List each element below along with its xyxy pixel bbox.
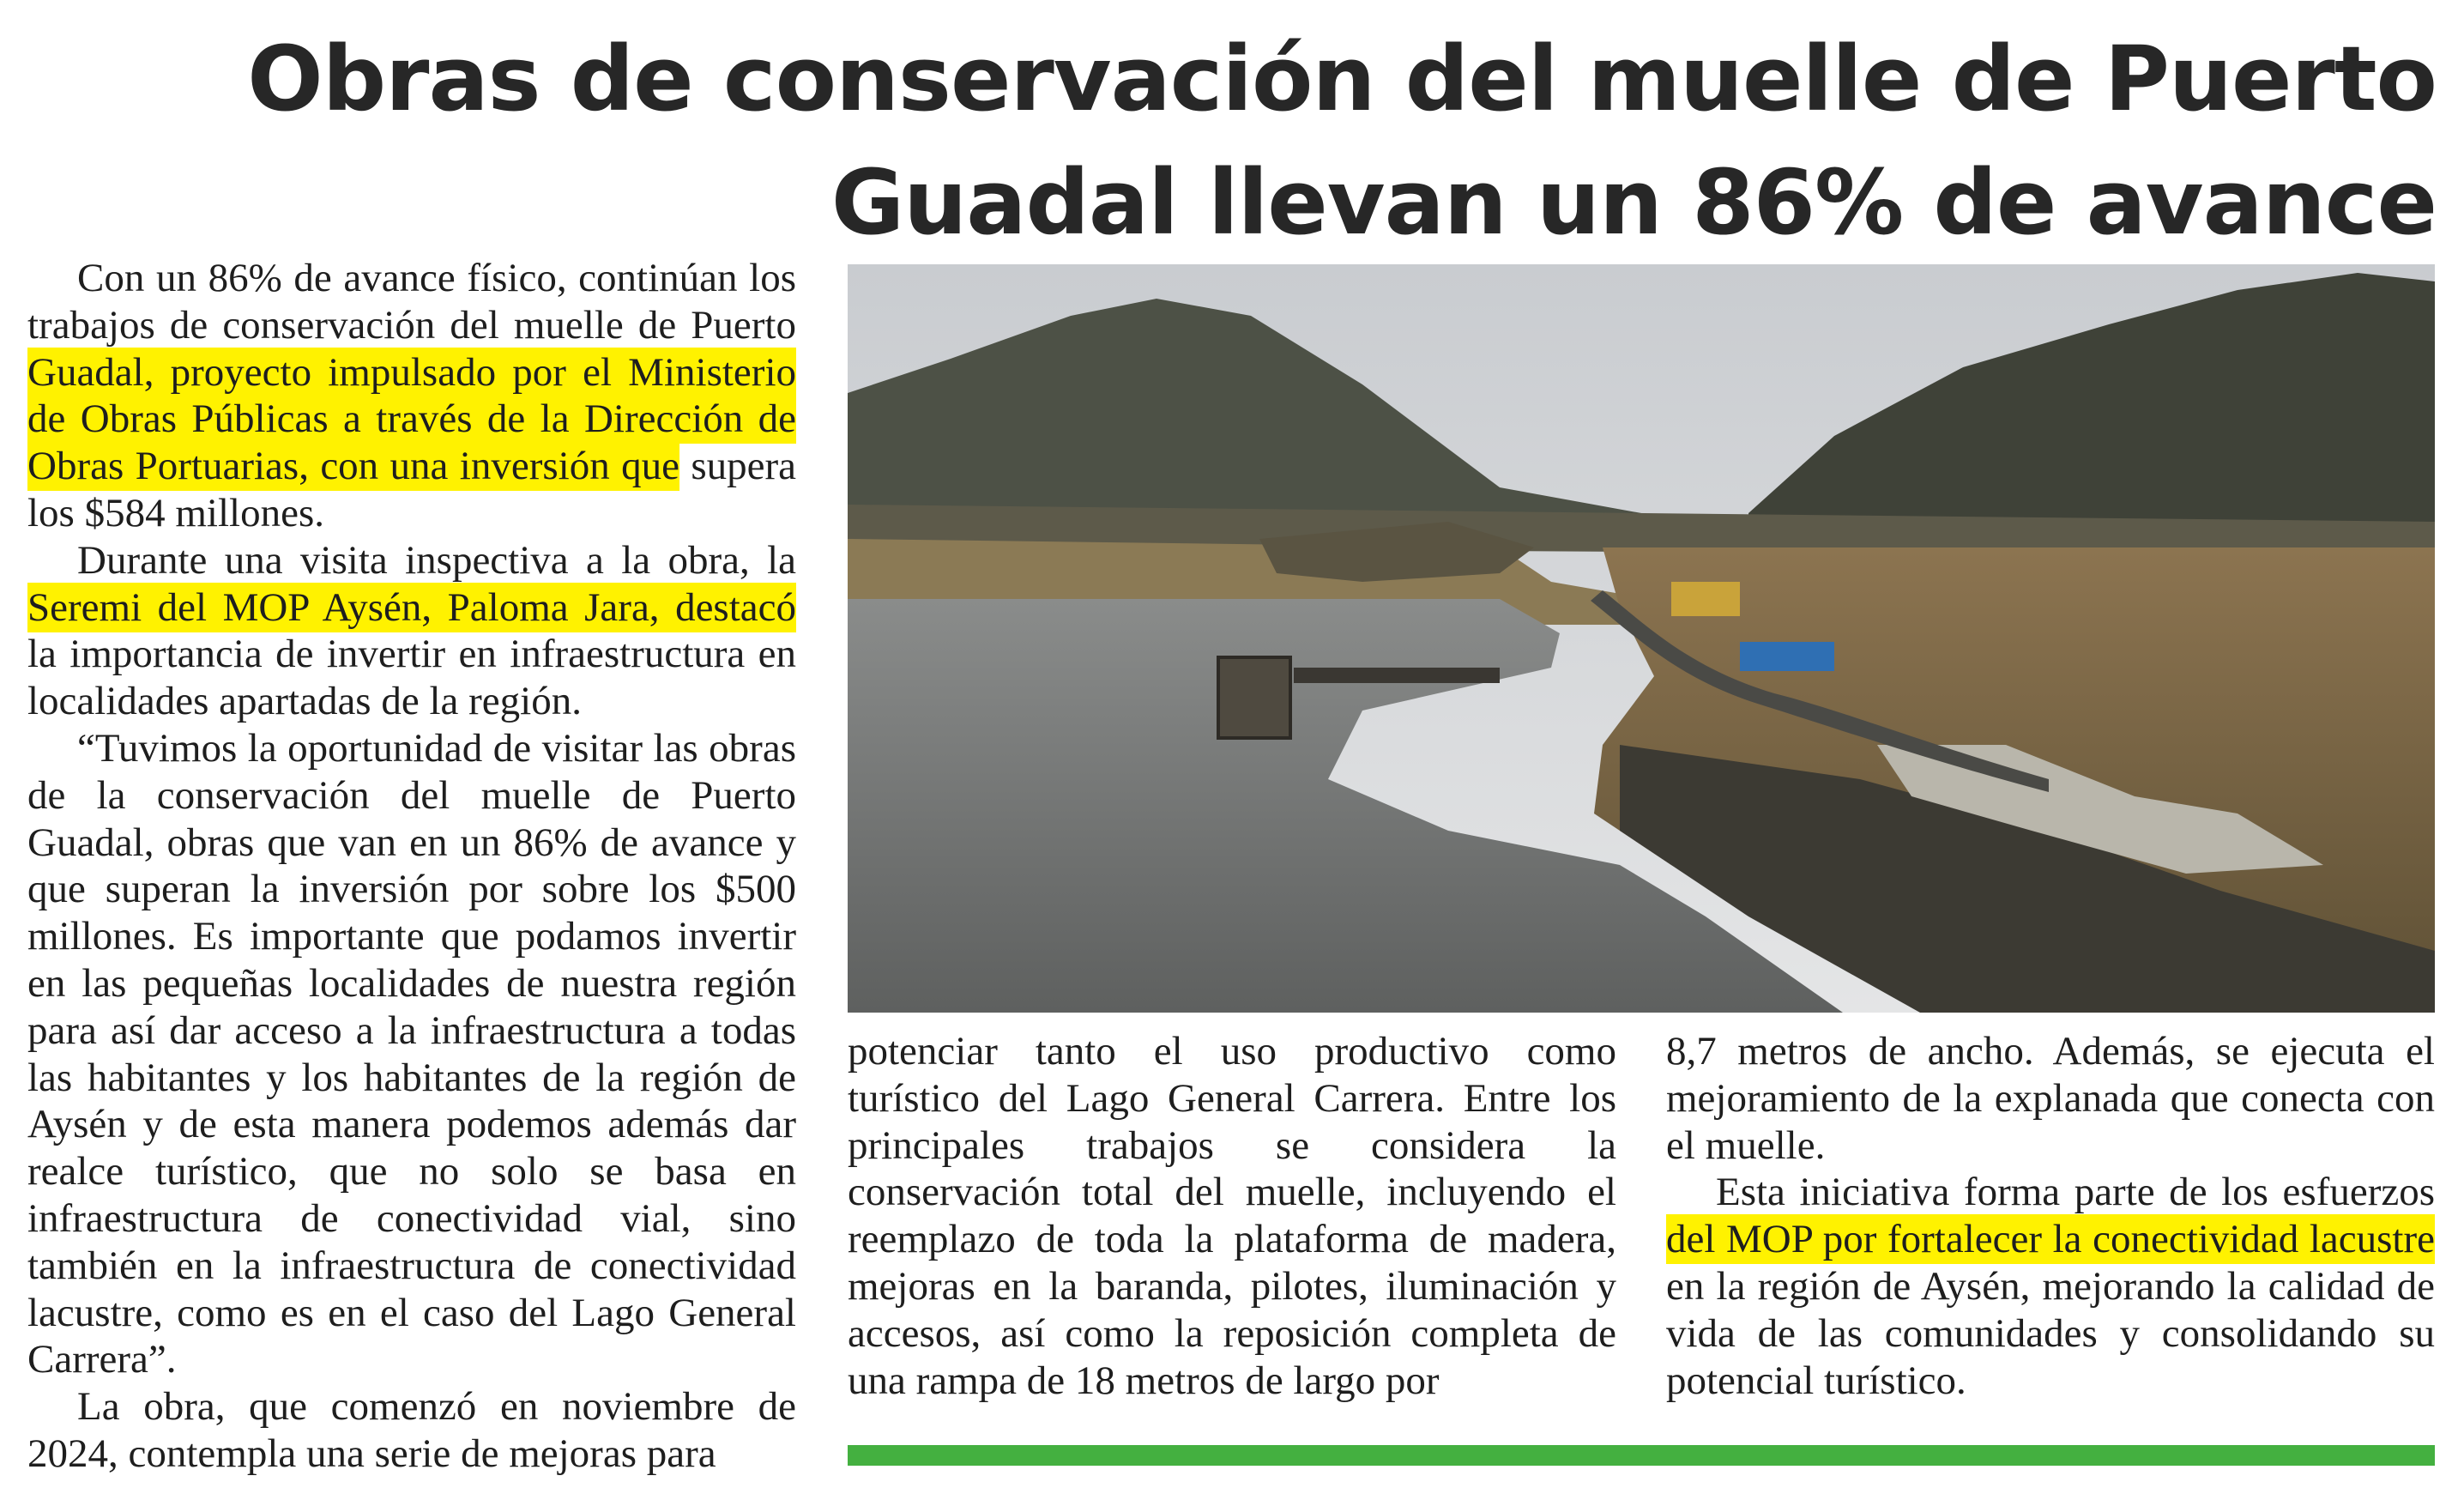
excavator [1671, 582, 1740, 616]
paragraph-closing: Esta iniciativa forma parte de los esfuerzos del MOP por fortalecer la conectividad lacustre en la región de Aysén, mejorando la calidad de vida de las comunidades y consolidando su potencial turístico. [1666, 1170, 2435, 1403]
tarp [1740, 642, 1834, 671]
headline: Obras de conservación del muelle de Puerto Guadal llevan un 86% de avance [247, 27, 2437, 255]
article-column-3 [1666, 1028, 2435, 1404]
pier-deck [1294, 668, 1500, 683]
floating-dock [1218, 657, 1290, 738]
highlighted-text: del MOP por fortalecer la conectividad lacustre [1666, 1214, 2435, 1264]
paragraph-continued: 8,7 metros de ancho. Además, se ejecuta el mejoramiento de la explanada que conecta con el muelle. [1666, 1029, 2435, 1168]
paragraph-3-quote: “Tuvimos la oportunidad de visitar las obras de la conservación del muelle de Puerto Guadal, obras que van en un 86% de avance y que superan la inversión por sobre los $500 millones. Es importante que podamos invertir en las pequeñas localidades de nuestra región para así dar acceso a la infraestructura a todas las habitantes y los habitantes de la región de Aysén y de esta manera podemos además dar realce turístico, que no solo se basa en infraestructura de conectividad vial, sino también en la infraestructura de conectividad lacustre, como es en el caso del Lago General Carrera”. [27, 725, 796, 1382]
paragraph-2: Durante una visita inspectiva a la obra, la Seremi del MOP Aysén, Paloma Jara, destacó la importancia de invertir en infraestructura en localidades apartadas de la región. [27, 537, 796, 724]
highlighted-text: Guadal, proyecto impulsado por el Ministerio de Obras Públicas a través de la Dirección de Obras Portuarias, con una inversión que [27, 348, 796, 492]
paragraph-4: La obra, que comenzó en noviembre de 2024, contempla una serie de mejoras para [27, 1384, 796, 1476]
paragraph-continued: potenciar tanto el uso productivo como turístico del Lago General Carrera. Entre los principales trabajos se considera la conservación total del muelle, incluyendo el reemplazo de toda la plataforma de madera, mejoras en la baranda, pilotes, iluminación y accesos, así como la reposición completa de una rampa de 18 metros de largo por [848, 1029, 1616, 1403]
green-divider-bar [848, 1445, 2435, 1466]
article-column-2 [848, 1028, 1616, 1404]
highlighted-text: Seremi del MOP Aysén, Paloma Jara, destacó [27, 583, 796, 632]
photo-illustration [848, 264, 2435, 1013]
article-column-1 [27, 255, 796, 1478]
paragraph-1: Con un 86% de avance físico, continúan los trabajos de conservación del muelle de Puerto Guadal, proyecto impulsado por el Ministerio de Obras Públicas a través de la Dirección de Obras Portuarias, con una inversión que supera los $584 millones. [27, 256, 796, 535]
article-photo [848, 264, 2435, 1013]
